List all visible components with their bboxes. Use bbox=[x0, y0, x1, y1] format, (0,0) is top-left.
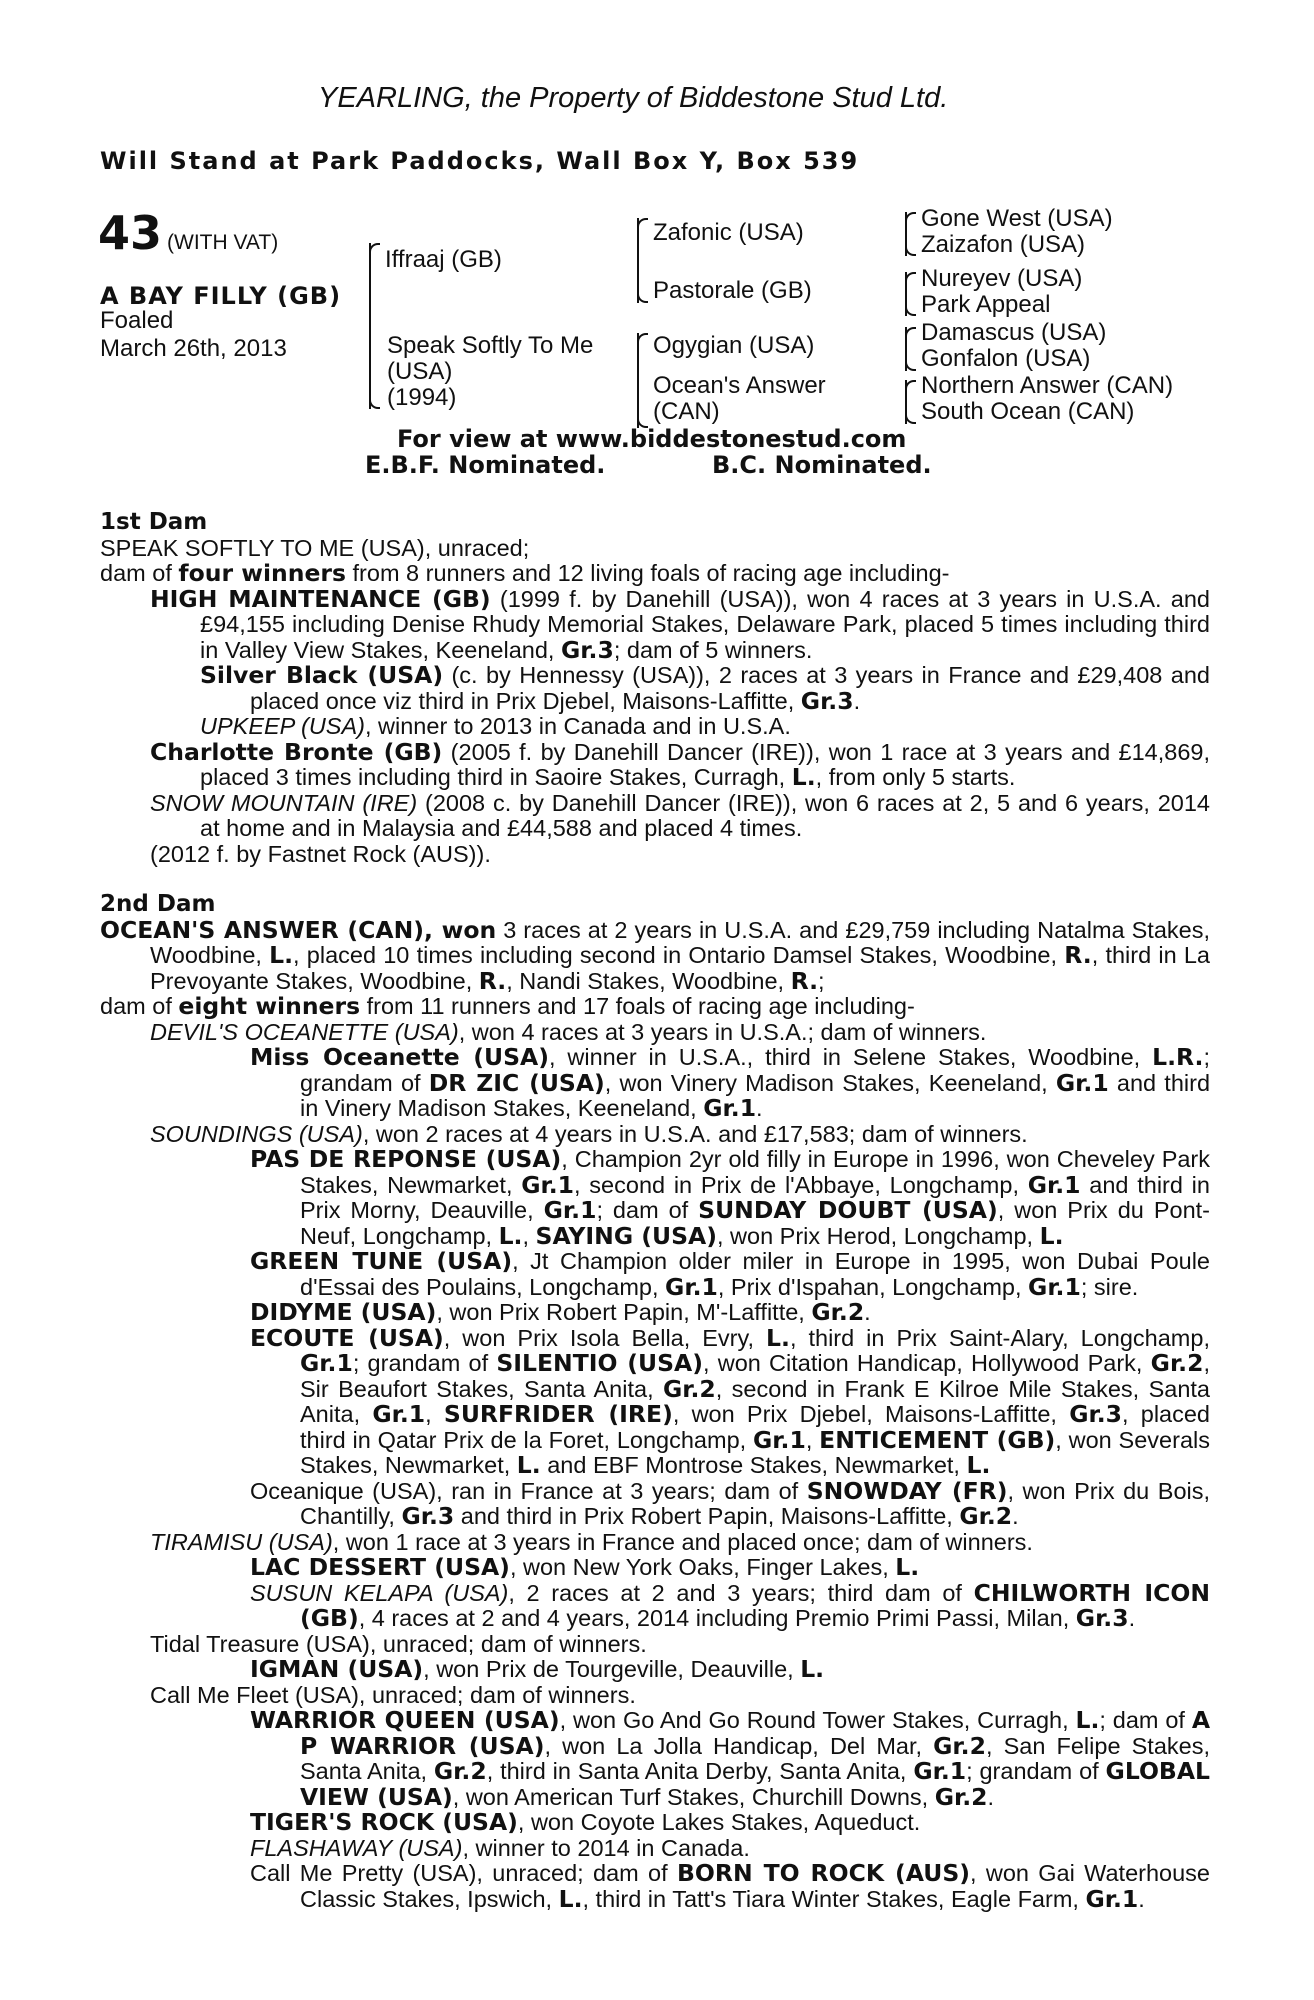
produce-tiramisu: TIRAMISU (USA), won 1 race at 3 years in France and placed once; dam of winners. bbox=[150, 1528, 1033, 1555]
brace-sire bbox=[637, 218, 639, 303]
brace-ds bbox=[905, 327, 907, 371]
produce-green-tune: GREEN TUNE (USA), Jt Champion older miler in Europe in 1995, won Dubai Poule d'Essai des Poulains, Longchamp, Gr.1, Prix d'Ispahan, Longchamp, Gr.1; sire. bbox=[250, 1247, 1210, 1301]
produce-lac-dessert: LAC DESSERT (USA), won New York Oaks, Finger Lakes, L. bbox=[250, 1553, 920, 1581]
produce-miss-oceanette: Miss Oceanette (USA), winner in U.S.A., third in Selene Stakes, Woodbine, L.R.; grandam of DR ZIC (USA), won Vinery Madison Stakes, Keeneland, Gr.1 and third in Vinery Madison Stakes, Keeneland, Gr.1. bbox=[250, 1043, 1211, 1122]
produce-susun-kelapa: SUSUN KELAPA (USA), 2 races at 2 and 3 years; third dam of CHILWORTH ICON (GB), 4 races at 2 and 4 years, 2014 including Premio Primi Passi, Milan, Gr.3. bbox=[250, 1578, 1210, 1632]
first-dam-heading: 1st Dam bbox=[100, 509, 208, 535]
produce-call-me-pretty: Call Me Pretty (USA), unraced; dam of BORN TO ROCK (AUS), won Gai Waterhouse Classic Stakes, Ipswich, L., third in Tatt's Tiara Winter Stakes, Eagle Farm, Gr.1. bbox=[250, 1859, 1210, 1913]
pedigree-ddd: South Ocean (CAN) bbox=[921, 398, 1135, 425]
produce-snow-mountain: SNOW MOUNTAIN (IRE) (2008 c. by Danehill Dancer (IRE)), won 6 races at 2, 5 and 6 years, 2014 at home and in Malaysia and £44,588 and placed 4 times. bbox=[150, 789, 1210, 841]
view-link-text: For view at www.biddestonestud.com bbox=[397, 425, 907, 453]
produce-high-maintenance: HIGH MAINTENANCE (GB) (1999 f. by Danehill (USA)), won 4 races at 3 years in U.S.A. and £94,155 including Denise Rhudy Memorial Stakes, Delaware Park, placed 5 times including third in Valley View Stakes, Keeneland, Gr.3; dam of 5 winners. bbox=[150, 584, 1210, 664]
first-dam-produce: dam of four winners from 8 runners and 12 living foals of racing age including- bbox=[100, 559, 950, 587]
bc-nominated: B.C. Nominated. bbox=[712, 451, 932, 479]
second-dam-produce: dam of eight winners from 11 runners and 17 foals of racing age including- bbox=[100, 992, 915, 1020]
catalogue-body bbox=[100, 510, 1210, 1912]
pedigree-dd-line1: Ocean's Answer bbox=[653, 372, 826, 399]
produce-2012-filly: (2012 f. by Fastnet Rock (AUS)). bbox=[150, 840, 491, 867]
pedigree-ss: Zafonic (USA) bbox=[653, 219, 804, 246]
brace-gen1 bbox=[369, 243, 371, 409]
produce-flashaway: FLASHAWAY (USA), winner to 2014 in Canada. bbox=[250, 1834, 750, 1861]
second-dam-heading: 2nd Dam bbox=[100, 891, 216, 917]
pedigree-dsd: Gonfalon (USA) bbox=[921, 345, 1091, 372]
pedigree-sd: Pastorale (GB) bbox=[653, 277, 812, 304]
pedigree-dam-line3: (1994) bbox=[387, 384, 457, 411]
pedigree-sire: Iffraaj (GB) bbox=[385, 246, 502, 273]
produce-tidal-treasure: Tidal Treasure (USA), unraced; dam of winners. bbox=[150, 1630, 647, 1657]
second-dam-intro: OCEAN'S ANSWER (CAN), won 3 races at 2 years in U.S.A. and £29,759 including Natalma Stakes, Woodbine, L., placed 10 times including second in Ontario Damsel Stakes, Woodbine, R., third in La Prevoyante Stakes, Woodbine, R., Nandi Stakes, Woodbine, R.; bbox=[100, 915, 1210, 995]
pedigree-dds: Northern Answer (CAN) bbox=[921, 372, 1174, 399]
produce-igman: IGMAN (USA), won Prix de Tourgeville, Deauville, L. bbox=[250, 1655, 825, 1683]
lot-vat: (WITH VAT) bbox=[167, 231, 279, 254]
stand-location: Will Stand at Park Paddocks, Wall Box Y, Box 539 bbox=[100, 147, 860, 175]
foaled-label: Foaled bbox=[100, 307, 174, 334]
produce-oceanique: Oceanique (USA), ran in France at 3 years; dam of SNOWDAY (FR), won Prix du Bois, Chantilly, Gr.3 and third in Prix Robert Papin, Maisons-Laffitte, Gr.2. bbox=[250, 1476, 1211, 1530]
produce-warrior-queen: WARRIOR QUEEN (USA), won Go And Go Round Tower Stakes, Curragh, L.; dam of A P WARRIOR (USA), won La Jolla Handicap, Del Mar, Gr.2, San Felipe Stakes, Santa Anita, Gr.2, third in Santa Anita Derby, Santa Anita, Gr.1; grandam of GLOBAL VIEW (USA), won American Turf Stakes, Churchill Downs, Gr.2. bbox=[250, 1706, 1211, 1811]
ebf-nominated: E.B.F. Nominated. bbox=[365, 451, 606, 479]
first-dam-intro: SPEAK SOFTLY TO ME (USA), unraced; bbox=[100, 534, 530, 561]
page-title: YEARLING, the Property of Biddestone Stud Ltd. bbox=[318, 82, 949, 114]
produce-upkeep: UPKEEP (USA), winner to 2013 in Canada and in U.S.A. bbox=[200, 713, 791, 739]
foaled-date: March 26th, 2013 bbox=[100, 335, 287, 362]
brace-dd bbox=[905, 380, 907, 424]
produce-charlotte-bronte: Charlotte Bronte (GB) (2005 f. by Danehill Dancer (IRE)), won 1 race at 3 years and £14,869, placed 3 times including third in Saoire Stakes, Curragh, L., from only 5 starts. bbox=[150, 737, 1211, 791]
lot-name: A BAY FILLY (GB) bbox=[100, 282, 342, 310]
brace-sd bbox=[905, 272, 907, 316]
pedigree-sds: Nureyev (USA) bbox=[921, 265, 1083, 292]
pedigree-dam-line2: (USA) bbox=[387, 358, 453, 385]
pedigree-sdd: Park Appeal bbox=[921, 291, 1051, 318]
pedigree-dss: Damascus (USA) bbox=[921, 319, 1107, 346]
produce-silver-black: Silver Black (USA) (c. by Hennessy (USA)), 2 races at 3 years in France and £29,408 and placed once viz third in Prix Djebel, Maisons-Laffitte, Gr.3. bbox=[200, 661, 1210, 715]
pedigree-sss: Gone West (USA) bbox=[921, 205, 1113, 232]
brace-ss bbox=[905, 212, 907, 256]
lot-number: 43 bbox=[98, 206, 163, 260]
pedigree-dam-line1: Speak Softly To Me bbox=[387, 332, 594, 359]
brace-dam bbox=[637, 333, 639, 428]
produce-call-me-fleet: Call Me Fleet (USA), unraced; dam of winners. bbox=[150, 1681, 636, 1708]
produce-soundings: SOUNDINGS (USA), won 2 races at 4 years in U.S.A. and £17,583; dam of winners. bbox=[150, 1120, 1028, 1147]
produce-ecoute: ECOUTE (USA), won Prix Isola Bella, Evry, L., third in Prix Saint-Alary, Longchamp, Gr.1; grandam of SILENTIO (USA), won Citation Handicap, Hollywood Park, Gr.2, Sir Beaufort Stakes, Santa Anita, Gr.2, second in Frank E Kilroe Mile Stakes, Santa Anita, Gr.1, SURFRIDER (IRE), won Prix Djebel, Maisons-Laffitte, Gr.3, placed third in Qatar Prix de la Foret, Longchamp, Gr.1, ENTICEMENT (GB), won Severals Stakes, Newmarket, L. and EBF Montrose Stakes, Newmarket, L. bbox=[250, 1323, 1211, 1479]
pedigree-ssd: Zaizafon (USA) bbox=[921, 231, 1086, 258]
produce-pas-de-reponse: PAS DE REPONSE (USA), Champion 2yr old filly in Europe in 1996, won Cheveley Park Stakes, Newmarket, Gr.1, second in Prix de l'Abbaye, Longchamp, Gr.1 and third in Prix Morny, Deauville, Gr.1; dam of SUNDAY DOUBT (USA), won Prix du Pont-Neuf, Longchamp, L., SAYING (USA), won Prix Herod, Longchamp, L. bbox=[250, 1145, 1211, 1250]
pedigree-dd-line2: (CAN) bbox=[653, 398, 720, 425]
produce-didyme: DIDYME (USA), won Prix Robert Papin, M'-Laffitte, Gr.2. bbox=[250, 1298, 871, 1326]
produce-devils-oceanette: DEVIL'S OCEANETTE (USA), won 4 races at 3 years in U.S.A.; dam of winners. bbox=[150, 1018, 987, 1045]
pedigree-ds: Ogygian (USA) bbox=[653, 332, 815, 359]
produce-tigers-rock: TIGER'S ROCK (USA), won Coyote Lakes Stakes, Aqueduct. bbox=[250, 1808, 921, 1836]
